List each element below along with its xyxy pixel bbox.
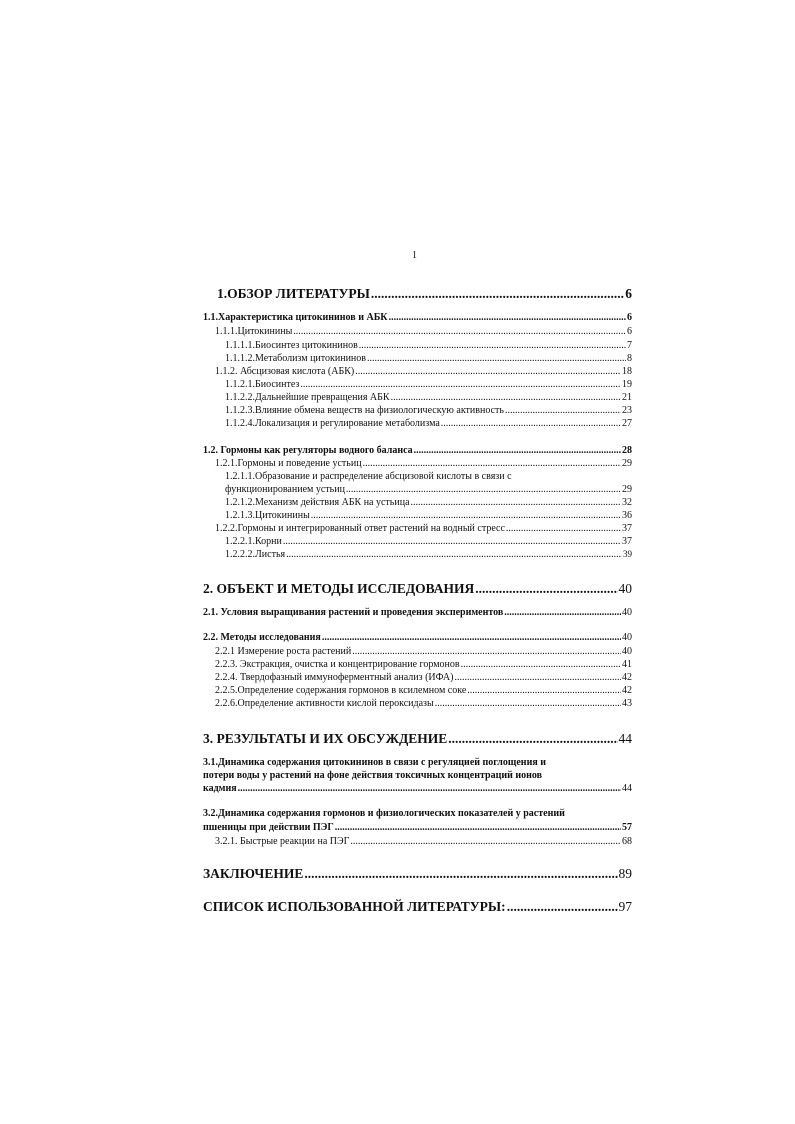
toc-entry-1-2-1-1-line1: 1.2.1.1.Образование и распределение абсцизовой кислоты в связи с bbox=[225, 471, 512, 482]
toc-leader-dots bbox=[504, 607, 621, 619]
toc-leader-dots bbox=[367, 353, 626, 365]
toc-leader-dots bbox=[441, 418, 621, 430]
toc-entry-section-1-2[interactable] bbox=[203, 445, 632, 457]
toc-page-number: 37 bbox=[622, 536, 632, 547]
toc-entry-1-2-1-3[interactable] bbox=[225, 510, 632, 522]
toc-leader-dots bbox=[238, 783, 621, 795]
toc-leader-dots bbox=[283, 536, 621, 548]
toc-page-number: 6 bbox=[627, 312, 632, 323]
toc-leader-dots bbox=[475, 581, 617, 597]
toc-leader-dots bbox=[359, 340, 626, 352]
toc-entry-1-1-1-2[interactable] bbox=[225, 353, 632, 365]
toc-entry-section-3-1-line2: потери воды у растений на фоне действия токсичных концентраций ионов bbox=[203, 770, 543, 781]
toc-page-number: 21 bbox=[622, 392, 632, 403]
toc-entry-label: 1.2.2.Гормоны и интегрированный ответ растений на водный стресс bbox=[215, 523, 505, 534]
toc-leader-dots bbox=[286, 549, 622, 561]
toc-entry-label: функционированием устьиц bbox=[225, 484, 345, 495]
toc-leader-dots bbox=[467, 685, 621, 697]
toc-entry-section-2-1[interactable] bbox=[203, 607, 632, 619]
toc-entry-label: 1.1.2.3.Влияние обмена веществ на физиологическую активность bbox=[225, 405, 504, 416]
toc-entry-1-2-2[interactable] bbox=[215, 523, 632, 535]
toc-entry-label: 1.2.1.Гормоны и поведение устьиц bbox=[215, 458, 362, 469]
toc-leader-dots bbox=[311, 510, 621, 522]
toc-entry-references[interactable] bbox=[203, 899, 632, 915]
toc-entry-label: пшеницы при действии ПЭГ bbox=[203, 822, 334, 833]
toc-entry-label: 1.2.1.2.Механизм действия АБК на устьица bbox=[225, 497, 410, 508]
toc-entry-label: СПИСОК ИСПОЛЬЗОВАННОЙ ЛИТЕРАТУРЫ: bbox=[203, 899, 506, 914]
toc-page-number: 97 bbox=[618, 899, 632, 914]
toc-leader-dots bbox=[389, 312, 626, 324]
toc-entry-label: 1.ОБЗОР ЛИТЕРАТУРЫ bbox=[217, 286, 370, 301]
toc-entry-label: 1.2. Гормоны как регуляторы водного баланса bbox=[203, 445, 413, 456]
toc-page-number: 44 bbox=[618, 731, 632, 746]
toc-entry-section-3-1[interactable] bbox=[203, 783, 632, 795]
toc-page-number: 40 bbox=[618, 581, 632, 596]
toc-entry-label: кадмия bbox=[203, 783, 237, 794]
toc-leader-dots bbox=[411, 497, 621, 509]
toc-entry-1-1-1[interactable] bbox=[215, 326, 632, 338]
toc-leader-dots bbox=[448, 731, 617, 747]
toc-entry-1-1-2-2[interactable] bbox=[225, 392, 632, 404]
toc-entry-label: 2. ОБЪЕКТ И МЕТОДЫ ИССЛЕДОВАНИЯ bbox=[203, 581, 475, 596]
toc-entry-2-2-6[interactable] bbox=[215, 698, 632, 710]
toc-entry-chapter-1[interactable] bbox=[217, 286, 632, 302]
page-number: 1 bbox=[412, 250, 417, 261]
toc-entry-label: 2.2.3. Экстракция, очистка и концентрирование гормонов bbox=[215, 659, 460, 670]
toc-entry-1-1-2-1[interactable] bbox=[225, 379, 632, 391]
toc-entry-section-1-1[interactable] bbox=[203, 312, 632, 324]
toc-page-number: 6 bbox=[625, 286, 632, 301]
toc-page-number: 29 bbox=[622, 458, 632, 469]
toc-entry-label: 1.2.2.2.Листья bbox=[225, 549, 286, 560]
toc-entry-label: 2.1. Условия выращивания растений и проведения экспериментов bbox=[203, 607, 504, 618]
toc-leader-dots bbox=[414, 445, 621, 457]
toc-entry-label: 2.2.5.Определение содержания гормонов в ксилемном соке bbox=[215, 685, 467, 696]
toc-page-number: 32 bbox=[622, 497, 632, 508]
toc-entry-2-2-3[interactable] bbox=[215, 659, 632, 671]
toc-page-number: 18 bbox=[622, 366, 632, 377]
toc-entry-label: ЗАКЛЮЧЕНИЕ bbox=[203, 866, 304, 881]
toc-entry-label: 1.1.2.1.Биосинтез bbox=[225, 379, 300, 390]
toc-page-number: 6 bbox=[627, 326, 632, 337]
toc-page-number: 8 bbox=[627, 353, 632, 364]
toc-page-number: 42 bbox=[622, 685, 632, 696]
toc-page-number: 42 bbox=[622, 672, 632, 683]
toc-leader-dots bbox=[505, 405, 621, 417]
toc-leader-dots bbox=[391, 392, 621, 404]
toc-entry-1-1-2-4[interactable] bbox=[225, 418, 632, 430]
toc-page-number: 68 bbox=[622, 836, 632, 847]
toc-entry-label: 2.2.4. Твердофазный иммуноферментный анализ (ИФА) bbox=[215, 672, 454, 683]
toc-entry-1-1-1-1[interactable] bbox=[225, 340, 632, 352]
toc-entry-label: 1.1.2.2.Дальнейшие превращения АБК bbox=[225, 392, 390, 403]
toc-entry-label: 1.1.1.1.Биосинтез цитокининов bbox=[225, 340, 358, 351]
toc-entry-label: 3.2.1. Быстрые реакции на ПЭГ bbox=[215, 836, 350, 847]
toc-page-number: 19 bbox=[622, 379, 632, 390]
toc-entry-label: 1.1.1.Цитокинины bbox=[215, 326, 293, 337]
toc-page-number: 43 bbox=[622, 698, 632, 709]
toc-page-number: 28 bbox=[622, 445, 632, 456]
toc-page-number: 40 bbox=[622, 646, 632, 657]
toc-leader-dots bbox=[304, 866, 617, 882]
toc-entry-label: 3. РЕЗУЛЬТАТЫ И ИХ ОБСУЖДЕНИЕ bbox=[203, 731, 448, 746]
toc-entry-label: 1.2.1.3.Цитокинины bbox=[225, 510, 310, 521]
toc-page-number: 23 bbox=[622, 405, 632, 416]
toc-entry-label: 2.2. Методы исследования bbox=[203, 632, 321, 643]
toc-leader-dots bbox=[461, 659, 621, 671]
toc-entry-1-2-1-2[interactable] bbox=[225, 497, 632, 509]
toc-entry-1-2-1[interactable] bbox=[215, 458, 632, 470]
toc-leader-dots bbox=[371, 286, 624, 302]
toc-page-number: 29 bbox=[622, 484, 632, 495]
toc-leader-dots bbox=[350, 836, 621, 848]
toc-entry-label: 1.2.2.1.Корни bbox=[225, 536, 282, 547]
toc-entry-section-3-2-line1: 3.2.Динамика содержания гормонов и физиологических показателей у растений bbox=[203, 808, 565, 819]
toc-leader-dots bbox=[300, 379, 621, 391]
toc-page-number: 7 bbox=[627, 340, 632, 351]
toc-entry-label: 1.1.2. Абсцизовая кислота (АБК) bbox=[215, 366, 355, 377]
toc-entry-label: 2.2.1 Измерение роста растений bbox=[215, 646, 352, 657]
toc-leader-dots bbox=[435, 698, 621, 710]
toc-leader-dots bbox=[322, 632, 621, 644]
toc-entry-1-2-1-1[interactable] bbox=[225, 484, 632, 496]
toc-leader-dots bbox=[346, 484, 621, 496]
toc-leader-dots bbox=[454, 672, 621, 684]
toc-page-number: 36 bbox=[622, 510, 632, 521]
toc-leader-dots bbox=[506, 523, 621, 535]
toc-entry-section-3-1-line1: 3.1.Динамика содержания цитокининов в связи с регуляцией поглощения и bbox=[203, 757, 546, 768]
toc-entry-2-2-5[interactable] bbox=[215, 685, 632, 697]
toc-page-number: 37 bbox=[622, 523, 632, 534]
toc-entry-section-2-2[interactable] bbox=[203, 632, 632, 644]
toc-entry-label: 1.1.Характеристика цитокининов и АБК bbox=[203, 312, 388, 323]
toc-entry-1-1-2[interactable] bbox=[215, 366, 632, 378]
toc-page-number: 89 bbox=[618, 866, 632, 881]
toc-entry-chapter-3[interactable] bbox=[203, 731, 632, 747]
toc-leader-dots bbox=[363, 458, 621, 470]
toc-leader-dots bbox=[293, 326, 626, 338]
toc-page-number: 41 bbox=[622, 659, 632, 670]
toc-entry-label: 1.1.1.2.Метаболизм цитокининов bbox=[225, 353, 366, 364]
toc-leader-dots bbox=[507, 899, 618, 915]
toc-entry-label: 1.1.2.4.Локализация и регулирование метаболизма bbox=[225, 418, 440, 429]
toc-entry-chapter-2[interactable] bbox=[203, 581, 632, 597]
toc-entry-1-1-2-3[interactable] bbox=[225, 405, 632, 417]
toc-entry-section-3-2[interactable] bbox=[203, 822, 632, 834]
toc-entry-1-2-2-2[interactable] bbox=[225, 549, 632, 561]
toc-leader-dots bbox=[355, 366, 621, 378]
toc-leader-dots bbox=[335, 822, 621, 834]
toc-entry-2-2-1[interactable] bbox=[215, 646, 632, 658]
toc-entry-conclusion[interactable] bbox=[203, 866, 632, 882]
toc-entry-1-2-2-1[interactable] bbox=[225, 536, 632, 548]
toc-page-number: 40 bbox=[622, 632, 632, 643]
toc-page-number: 40 bbox=[622, 607, 632, 618]
toc-page-number: 57 bbox=[622, 822, 632, 833]
toc-entry-2-2-4[interactable] bbox=[215, 672, 632, 684]
toc-page-number: 39 bbox=[623, 549, 632, 559]
toc-entry-3-2-1[interactable] bbox=[215, 836, 632, 848]
toc-entry-label: 2.2.6.Определение активности кислой пероксидазы bbox=[215, 698, 434, 709]
toc-page-number: 27 bbox=[622, 418, 632, 429]
toc-page-number: 44 bbox=[622, 783, 632, 794]
toc-leader-dots bbox=[352, 646, 621, 658]
